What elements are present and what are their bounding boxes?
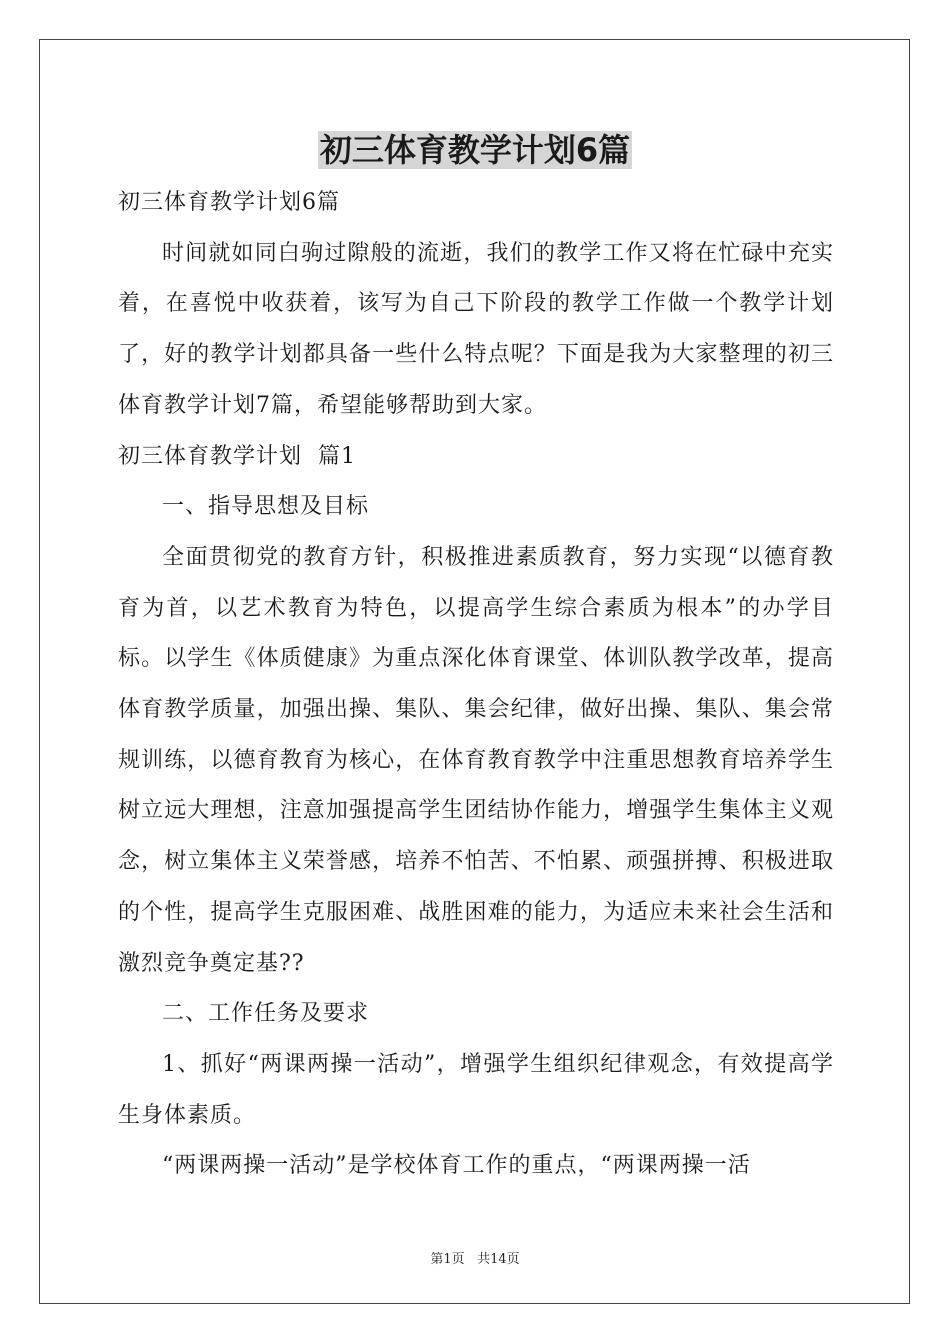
paragraph: 1、抓好“两课两操一活动”，增强学生组织纪律观念，有效提高学生身体素质。 <box>118 1051 834 1128</box>
page-footer <box>0 1248 950 1267</box>
paragraph: 全面贯彻党的教育方针，积极推进素质教育，努力实现“以德育教育为首，以艺术教育为特色，以提高学生综合素质为根本”的办学目标。以学生《体质健康》为重点深化体育课堂、体训队教学改革，提高体育教学质量，加强出操、集队、集会纪律，做好出操、集队、集会常规训练，以德育教育为核心，在体育教育教学中注重思想教育培养学生树立远大理想，注意加强提高学生团结协作能力，增强学生集体主义观念，树立集体主义荣誉感，培养不怕苦、不怕累、顽强拼搏、积极进取的个性，提高学生克服困难、战胜困难的能力，为适应未来社会生活和激烈竞争奠定基?? <box>118 544 834 976</box>
document-title-text: 初三体育教学计划6篇 <box>319 131 631 169</box>
paragraph: 时间就如同白驹过隙般的流逝，我们的教学工作又将在忙碌中充实着，在喜悦中收获着，该写为自己下阶段的教学工作做一个教学计划了，好的教学计划都具备一些什么特点呢？下面是我为大家整理的初三体育教学计划7篇，希望能够帮助到大家。 <box>118 240 834 418</box>
paragraph: 初三体育教学计划6篇 <box>118 190 340 215</box>
section-heading: 初三体育教学计划 篇1 <box>118 443 356 469</box>
paragraph: “两课两操一活动”是学校体育工作的重点，“两课两操一活 <box>162 1153 751 1179</box>
document-title <box>0 128 950 172</box>
total-pages: 共14页 <box>477 1252 520 1267</box>
page-number: 第1页 <box>430 1252 465 1267</box>
subsection-heading: 二、工作任务及要求 <box>162 1001 370 1027</box>
subsection-heading: 一、指导思想及目标 <box>162 494 370 520</box>
document-body <box>118 178 834 1192</box>
